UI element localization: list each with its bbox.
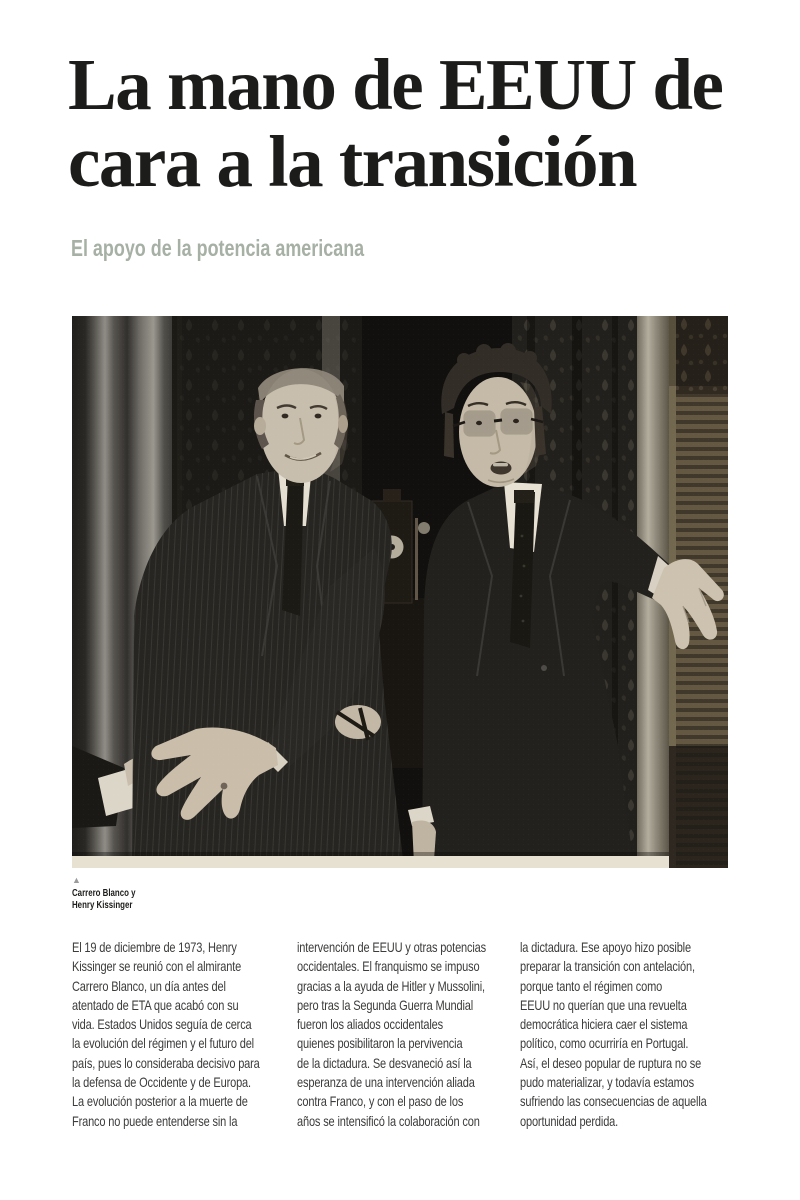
headline (68, 46, 722, 200)
body-column-1: El 19 de diciembre de 1973, Henry Kissinger se reunió con el almirante Carrero Blanco, un día antes del atentado de ETA que acabó con su vida. Estados Unidos seguía de cerca la evolución del régimen y el futuro del país, pues lo consideraba decisivo para la defensa de Occidente y de Europa. La evolución posterior a la muerte de Franco no puede entenderse sin la (72, 940, 260, 1129)
photo-illustration (72, 316, 728, 868)
body-column-3: la dictadura. Ese apoyo hizo posible preparar la transición con antelación, porque tanto el régimen como EEUU no querían que una revuelta democrática hiciera caer el sistema político, como ocurriría en Portugal. Así, el deseo popular de ruptura no se pudo materializar, y todavía estamos sufriendo las consecuencias de aquella oportunidad perdida. (520, 940, 707, 1129)
headline-line-2: cara a la transición (68, 121, 637, 202)
caption-line-1: Carrero Blanco y (72, 887, 136, 899)
photo-caption (72, 876, 157, 911)
body-column-2: intervención de EEUU y otras potencias occidentales. El franquismo se impuso gracias a la ayuda de Hitler y Mussolini, pero tras la Segunda Guerra Mundial fueron los aliados occidentales quienes posibilitaron la pervivencia de la dictadura. Se desvaneció así la esperanza de una intervención aliada contra Franco, y con el paso de los años se intensificó la colaboración con (297, 940, 487, 1129)
caption-line-2: Henry Kissinger (72, 898, 133, 911)
caption-text (72, 888, 135, 911)
headline-line-1: La mano de EEUU de (68, 44, 723, 125)
film-grain-overlay (72, 316, 728, 868)
caption-arrow-icon: ▲ (72, 875, 81, 885)
subtitle: El apoyo de la potencia americana (71, 235, 365, 261)
article-photo (72, 316, 728, 868)
